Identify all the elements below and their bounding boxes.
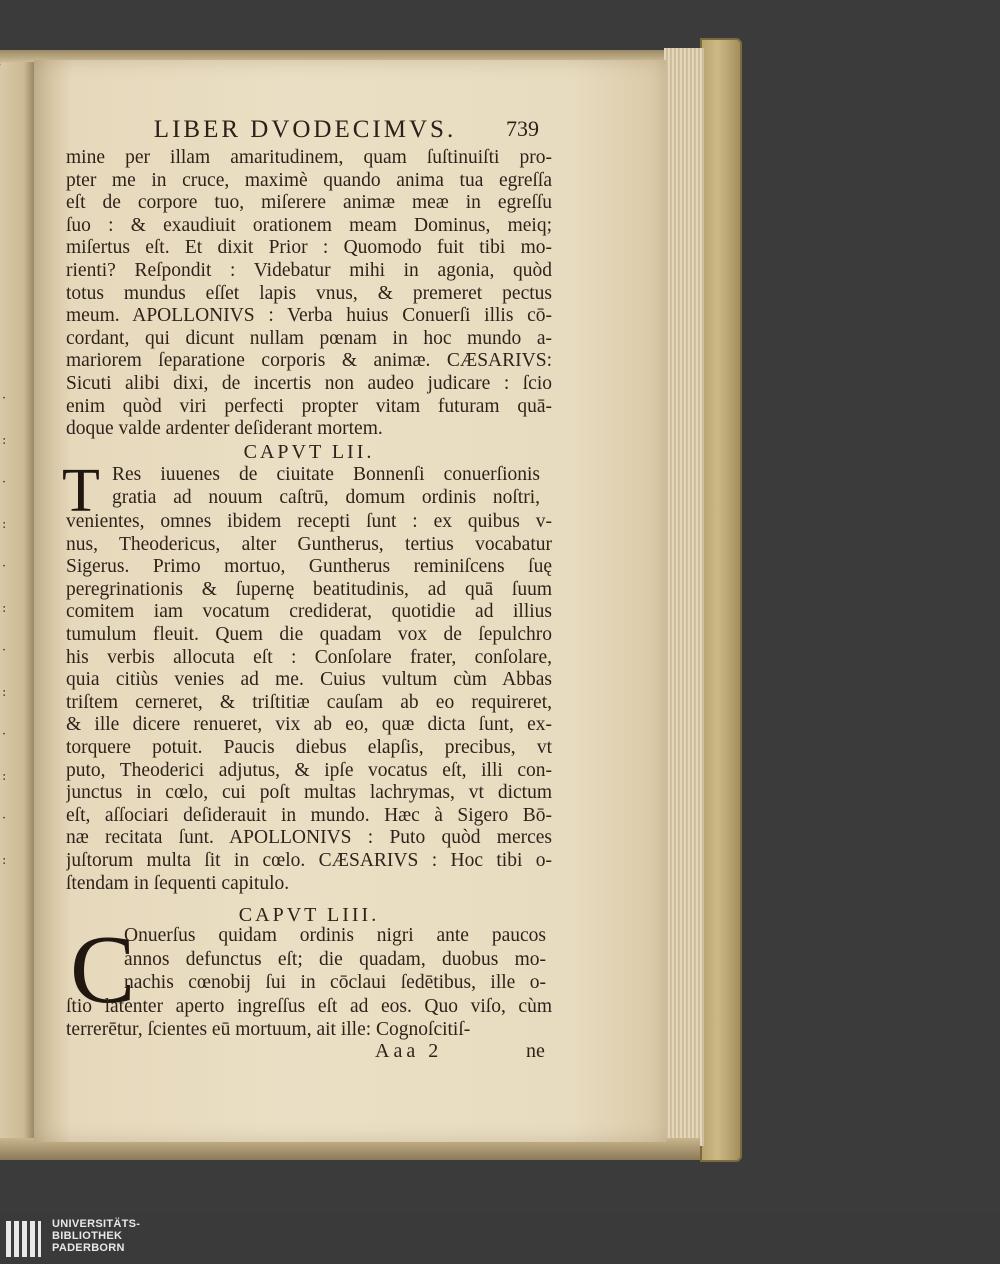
text-line: his verbis allocuta eſt : Conſolare frater, conſolare, bbox=[66, 646, 552, 668]
text-line: Sigerus. Primo mortuo, Guntherus reminiſcens ſuę bbox=[66, 556, 552, 578]
page-number: 739 bbox=[506, 116, 539, 141]
catchword: ne bbox=[526, 1040, 545, 1062]
text-line: quia citiùs venies ad me. Cuius vultum cùm Abbas bbox=[66, 669, 552, 691]
text-line: mine per illam amaritudinem, quam ſuſtinuiſti pro- bbox=[66, 147, 552, 168]
text-line: eſt, aſſociari deſiderauit in mundo. Hæc à Sigero Bō- bbox=[66, 804, 552, 826]
text-line: cordant, qui dicunt nullam pœnam in hoc mundo a- bbox=[66, 327, 552, 349]
chapter-heading-52: CAPVT LII. bbox=[243, 441, 375, 463]
drop-initial-52: T bbox=[62, 457, 100, 525]
text-line: puto, Theoderici adjutus, & ipſe vocatus eſt, illi con- bbox=[66, 759, 552, 781]
text-line: mariorem ſeparatione corporis & animæ. CÆSARIVS: bbox=[66, 350, 552, 372]
left-page-edge bbox=[0, 62, 34, 1142]
signature-mark: Aaa 2 bbox=[375, 1040, 443, 1062]
text-line: totus mundus eſſet lapis vnus, & premeret pectus bbox=[66, 282, 552, 304]
text-line: meum. APOLLONIVS : Verba huius Conuerſi illis cō- bbox=[66, 305, 552, 327]
text-line: pter me in cruce, maximè quando anima tua egreſſa bbox=[66, 169, 552, 191]
text-line: nachis cœnobij ſui in cōclaui ſedētibus, ille o- bbox=[124, 972, 546, 993]
text-line: junctus in cœlo, cui poſt multas lachrymas, vt dictum bbox=[66, 782, 552, 804]
book-cover-edge bbox=[700, 38, 742, 1162]
text-line: næ recitata ſunt. APOLLONIVS : Puto quòd merces bbox=[66, 827, 552, 849]
text-line: eſt de corpore tuo, miſerere animæ meæ in egreſſu bbox=[66, 192, 552, 214]
text-line: doque valde ardenter deſiderant mortem. bbox=[66, 418, 383, 440]
library-name bbox=[52, 1218, 140, 1254]
text-line: Res iuuenes de ciuitate Bonnenſi conuerſionis bbox=[112, 464, 540, 485]
text-line: nus, Theodericus, alter Guntherus, tertius vocabatur bbox=[66, 533, 552, 555]
text-line: Sicuti alibi dixi, de incertis non audeo judicare : ſcio bbox=[66, 373, 552, 394]
text-line: rienti? Reſpondit : Videbatur mihi in agonia, quòd bbox=[66, 260, 552, 281]
library-logo-icon bbox=[6, 1221, 42, 1257]
text-line: miſertus eſt. Et dixit Prior : Quomodo fuit tibi mo- bbox=[66, 237, 552, 259]
page-edges bbox=[664, 48, 704, 1146]
text-line: Onuerſus quidam ordinis nigri ante paucos bbox=[124, 925, 546, 946]
text-line: ſtendam in ſequenti capitulo. bbox=[66, 872, 290, 894]
library-footer bbox=[0, 1213, 1000, 1264]
text-line: gratia ad nouum caſtrū, domum ordinis noſtri, bbox=[112, 487, 540, 508]
text-line: ſuo : & exaudiuit orationem meam Dominus, meiq; bbox=[66, 214, 552, 236]
left-page-margin-marks: · : · : · : · : · : · : bbox=[2, 391, 7, 868]
chapter-heading-53: CAPVT LIII. bbox=[238, 904, 380, 926]
running-header: LIBER DVODECIMVS. bbox=[153, 116, 457, 143]
text-line: annos defunctus eſt; die quadam, duobus mo- bbox=[124, 948, 546, 970]
library-name-line1: UNIVERSITÄTS- bbox=[52, 1218, 141, 1230]
library-name-line3: PADERBORN bbox=[52, 1242, 125, 1254]
text-line: venientes, omnes ibidem recepti ſunt : ex quibus v- bbox=[66, 511, 552, 532]
library-name-line2: BIBLIOTHEK bbox=[52, 1230, 123, 1242]
text-line: terrerētur, ſcientes eū mortuum, ait ille: Cognoſcitiſ- bbox=[66, 1019, 471, 1040]
text-line: peregrinationis & ſupernę beatitudinis, ad quā ſuum bbox=[66, 578, 552, 600]
text-line: juſtorum multa ſit in cœlo. CÆSARIVS : Hoc tibi o- bbox=[66, 850, 552, 871]
text-line: comitem iam vocatum crediderat, quotidie ad illius bbox=[66, 601, 552, 623]
text-line: enim quòd viri perfecti propter vitam futuram quā- bbox=[66, 395, 552, 417]
drop-initial-53: C bbox=[70, 916, 136, 1024]
text-line: ſtio latenter aperto ingreſſus eſt ad eos. Quo viſo, cùm bbox=[66, 995, 552, 1017]
text-line: & ille dicere renueret, vix ab eo, quæ dicta ſunt, ex- bbox=[66, 714, 552, 736]
text-line: torquere potuit. Paucis diebus elapſis, precibus, vt bbox=[66, 737, 552, 758]
text-line: tumulum fleuit. Quem die quadam vox de ſepulchro bbox=[66, 624, 552, 645]
text-line: triſtem cerneret, & triſtitiæ cauſam ab eo requireret, bbox=[66, 691, 552, 713]
